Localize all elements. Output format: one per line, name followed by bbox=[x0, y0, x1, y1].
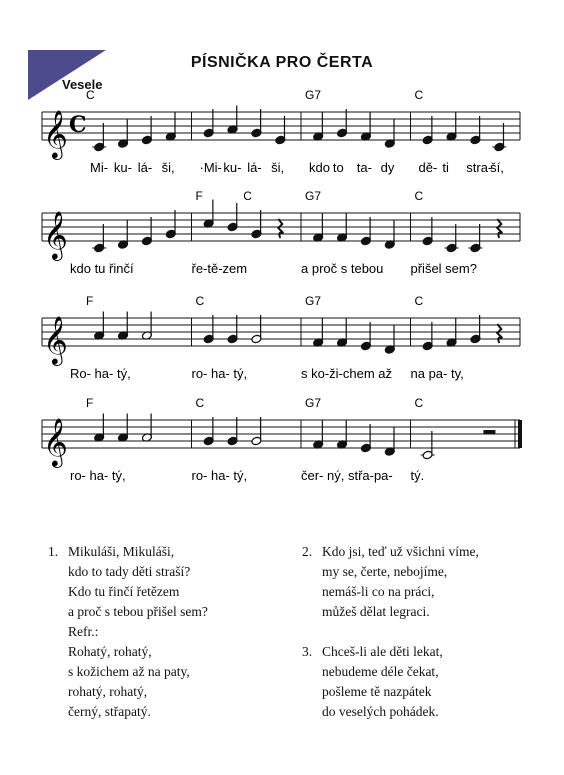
lyric-phrase: ro- ha- tý, bbox=[70, 468, 126, 483]
chord-symbol: C bbox=[86, 88, 95, 102]
lyric-syllable: stra- bbox=[466, 160, 493, 175]
lyric-phrase: tý. bbox=[410, 468, 425, 483]
lyric-phrase: kdo tu řinčí bbox=[70, 261, 134, 276]
treble-clef: 𝄞 bbox=[43, 109, 68, 158]
lyric-phrase: a proč s tebou bbox=[301, 261, 384, 276]
chord-symbol: G7 bbox=[305, 88, 322, 102]
lyric-phrase: ro- ha- tý, bbox=[191, 468, 248, 483]
lyric-syllable: Mi- bbox=[90, 160, 109, 175]
tempo-marking: Vesele bbox=[62, 77, 103, 92]
verse-number: 3. bbox=[302, 644, 313, 659]
time-signature: C bbox=[69, 112, 87, 138]
chord-symbol: C bbox=[414, 189, 424, 203]
verse-line: s kožichem až na paty, bbox=[68, 664, 190, 679]
quarter-rest bbox=[497, 324, 502, 343]
verse-number: 1. bbox=[48, 544, 59, 559]
verse-line: Chceš-li ale děti lekat, bbox=[322, 644, 443, 659]
treble-clef: 𝄞 bbox=[43, 210, 68, 259]
verse-line: Refr.: bbox=[68, 624, 99, 639]
lyric-syllable: ší, bbox=[490, 160, 504, 175]
verse-line: nemáš-li co na práci, bbox=[322, 584, 435, 599]
chord-symbol: G7 bbox=[305, 189, 322, 203]
chord-symbol: F bbox=[195, 189, 203, 203]
chord-symbol: C bbox=[414, 294, 424, 308]
lyric-syllable: lá- bbox=[137, 160, 153, 175]
chord-symbol: C bbox=[195, 294, 205, 308]
lyric-syllable: ku- bbox=[113, 160, 132, 175]
lyric-phrase: Ro- ha- tý, bbox=[70, 366, 131, 381]
verse-line: nebudeme déle čekat, bbox=[322, 664, 439, 679]
lyric-syllable: dy bbox=[380, 160, 395, 175]
verse-line: my se, čerte, nebojíme, bbox=[322, 564, 448, 579]
verse-line: černý, střapatý. bbox=[68, 704, 151, 719]
lyric-phrase: na pa- ty, bbox=[410, 366, 464, 381]
verse-line: Kdo tu řinčí řetězem bbox=[68, 584, 180, 599]
lyric-syllable: lá- bbox=[247, 160, 262, 175]
lyric-phrase: ro- ha- tý, bbox=[191, 366, 248, 381]
lyric-syllable: ·Mi- bbox=[199, 160, 222, 175]
verse-line: Mikuláši, Mikuláši, bbox=[68, 544, 175, 559]
treble-clef: 𝄞 bbox=[43, 417, 68, 466]
lyric-syllable: ti bbox=[442, 160, 449, 175]
lyric-phrase: ře-tě-zem bbox=[191, 261, 248, 276]
song-title: PÍSNIČKA PRO ČERTA bbox=[190, 54, 374, 71]
lyric-syllable: ši, bbox=[161, 160, 175, 175]
verse-line: můžeš dělat legraci. bbox=[322, 604, 430, 619]
lyric-phrase: čer- ný, střa-pa- bbox=[301, 468, 393, 483]
verse-line: kdo to tady děti straší? bbox=[68, 564, 191, 579]
chord-symbol: F bbox=[86, 294, 94, 308]
lyric-syllable: ši, bbox=[271, 160, 285, 175]
chord-symbol: C bbox=[195, 396, 205, 410]
verse-line: pošleme tě nazpátek bbox=[322, 684, 432, 699]
lyric-phrase: přišel sem? bbox=[410, 261, 477, 276]
chord-symbol: C bbox=[414, 88, 424, 102]
verse-line: Rohatý, rohatý, bbox=[68, 644, 152, 659]
lyric-syllable: ku- bbox=[223, 160, 242, 175]
lyric-syllable: dě- bbox=[418, 160, 438, 175]
chord-symbol: C bbox=[414, 396, 424, 410]
quarter-rest bbox=[497, 219, 502, 238]
verse-line: rohatý, rohatý, bbox=[68, 684, 148, 699]
chord-symbol: G7 bbox=[305, 294, 322, 308]
verse-line: Kdo jsi, teď už všichni víme, bbox=[322, 544, 479, 559]
lyric-syllable: kdo bbox=[309, 160, 330, 175]
chord-symbol: G7 bbox=[305, 396, 322, 410]
verse-number: 2. bbox=[302, 544, 313, 559]
half-rest bbox=[483, 430, 495, 434]
verse-line: a proč s tebou přišel sem? bbox=[68, 604, 208, 619]
treble-clef: 𝄞 bbox=[43, 315, 68, 364]
lyric-syllable: ta- bbox=[356, 160, 372, 175]
chord-symbol: F bbox=[86, 396, 94, 410]
verse-line: do veselých pohádek. bbox=[322, 704, 439, 719]
lyric-syllable: to bbox=[332, 160, 344, 175]
chord-symbol: C bbox=[243, 189, 252, 203]
quarter-rest bbox=[278, 219, 283, 238]
lyric-phrase: s ko-ži-chem až bbox=[301, 366, 393, 381]
